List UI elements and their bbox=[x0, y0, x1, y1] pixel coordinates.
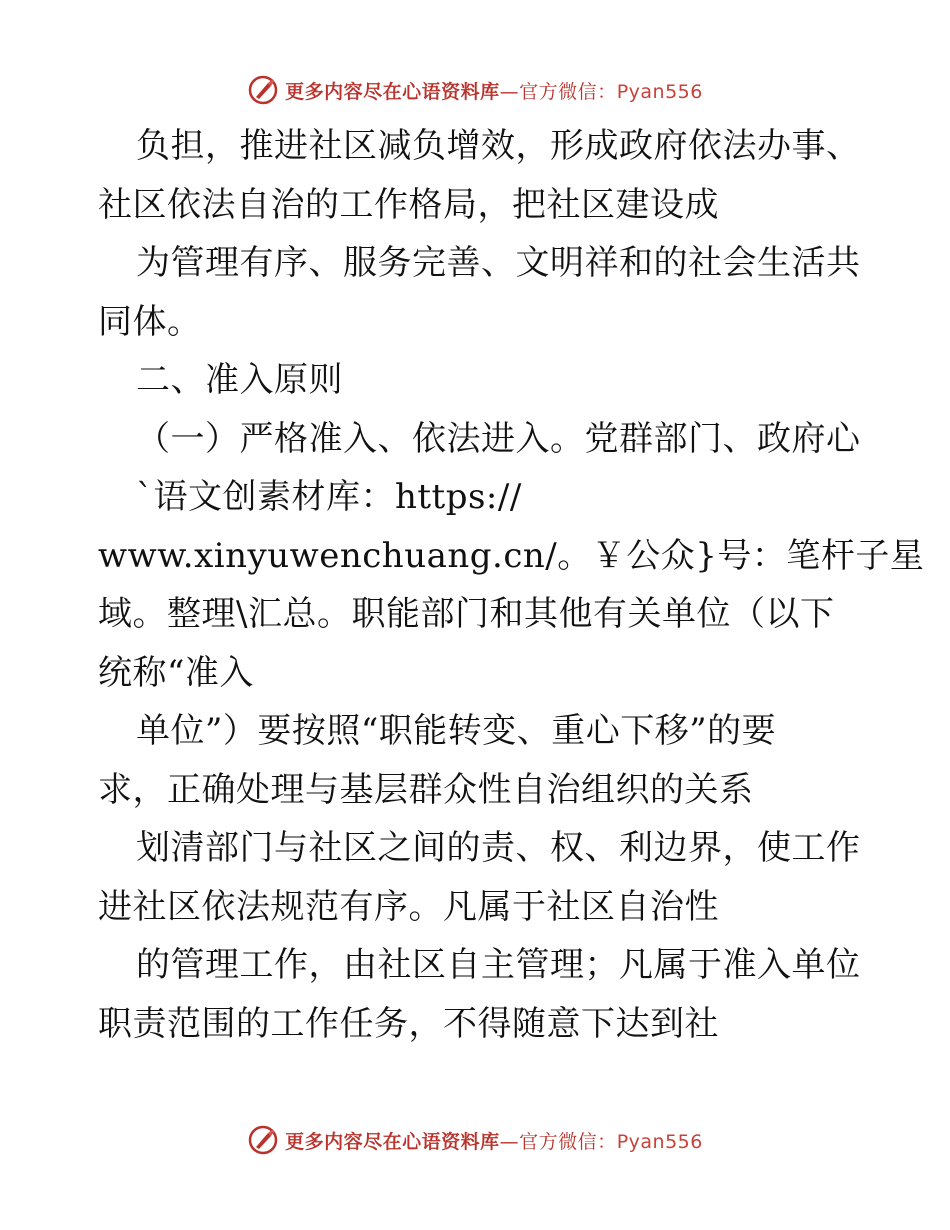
footer-wechat-id: Pyan556 bbox=[616, 1130, 703, 1153]
section-heading: 二、准入原则 bbox=[136, 360, 343, 400]
header-wechat-id: Pyan556 bbox=[616, 80, 703, 103]
body-line: 划清部门与社区之间的责、权、利边界，使工作 bbox=[136, 828, 861, 868]
body-line: 进社区依法规范有序。凡属于社区自治性 bbox=[98, 886, 719, 927]
body-line: （一）严格准入、依法进入。党群部门、政府心 bbox=[136, 418, 861, 459]
header-site-text: 更多内容尽在心语资料库 bbox=[285, 80, 500, 103]
body-line: 同体。 bbox=[98, 301, 202, 342]
body-line: 单位”）要按照“职能转变、重心下移”的要 bbox=[136, 711, 777, 751]
footer-site-text: 更多内容尽在心语资料库 bbox=[285, 1130, 500, 1153]
header-dash: — bbox=[499, 80, 520, 103]
footer-wechat-label: 官方微信： bbox=[519, 1130, 617, 1153]
body-line: 为管理有序、服务完善、文明祥和的社会生活共 bbox=[136, 243, 861, 283]
quill-pen-logo-icon bbox=[247, 74, 279, 106]
body-line: 社区依法自治的工作格局，把社区建设成 bbox=[98, 184, 719, 225]
footer-dash: — bbox=[499, 1130, 520, 1153]
body-line: 负担，推进社区减负增效，形成政府依法办事、 bbox=[136, 126, 861, 166]
footer-banner bbox=[0, 1120, 950, 1160]
header-banner bbox=[0, 70, 950, 110]
header-wechat-label: 官方微信： bbox=[519, 80, 617, 103]
body-line: 求，正确处理与基层群众性自治组织的关系 bbox=[98, 769, 754, 810]
body-line: 域。整理\汇总。职能部门和其他有关单位（以下 bbox=[98, 594, 835, 634]
quill-pen-logo-icon bbox=[247, 1124, 279, 1156]
body-line: 的管理工作，由社区自主管理；凡属于准入单位 bbox=[136, 945, 861, 985]
header-banner-text bbox=[285, 77, 703, 104]
document-body bbox=[98, 117, 925, 1053]
body-line: `语文创素材库：https:// bbox=[136, 477, 522, 517]
body-line: 统称“准入 bbox=[98, 652, 254, 693]
body-line: 职责范围的工作任务，不得随意下达到社 bbox=[98, 1003, 719, 1044]
footer-banner-text bbox=[285, 1127, 703, 1154]
body-line: www.xinyuwenchuang.cn/。￥公众}号：笔杆子星 bbox=[98, 535, 925, 576]
